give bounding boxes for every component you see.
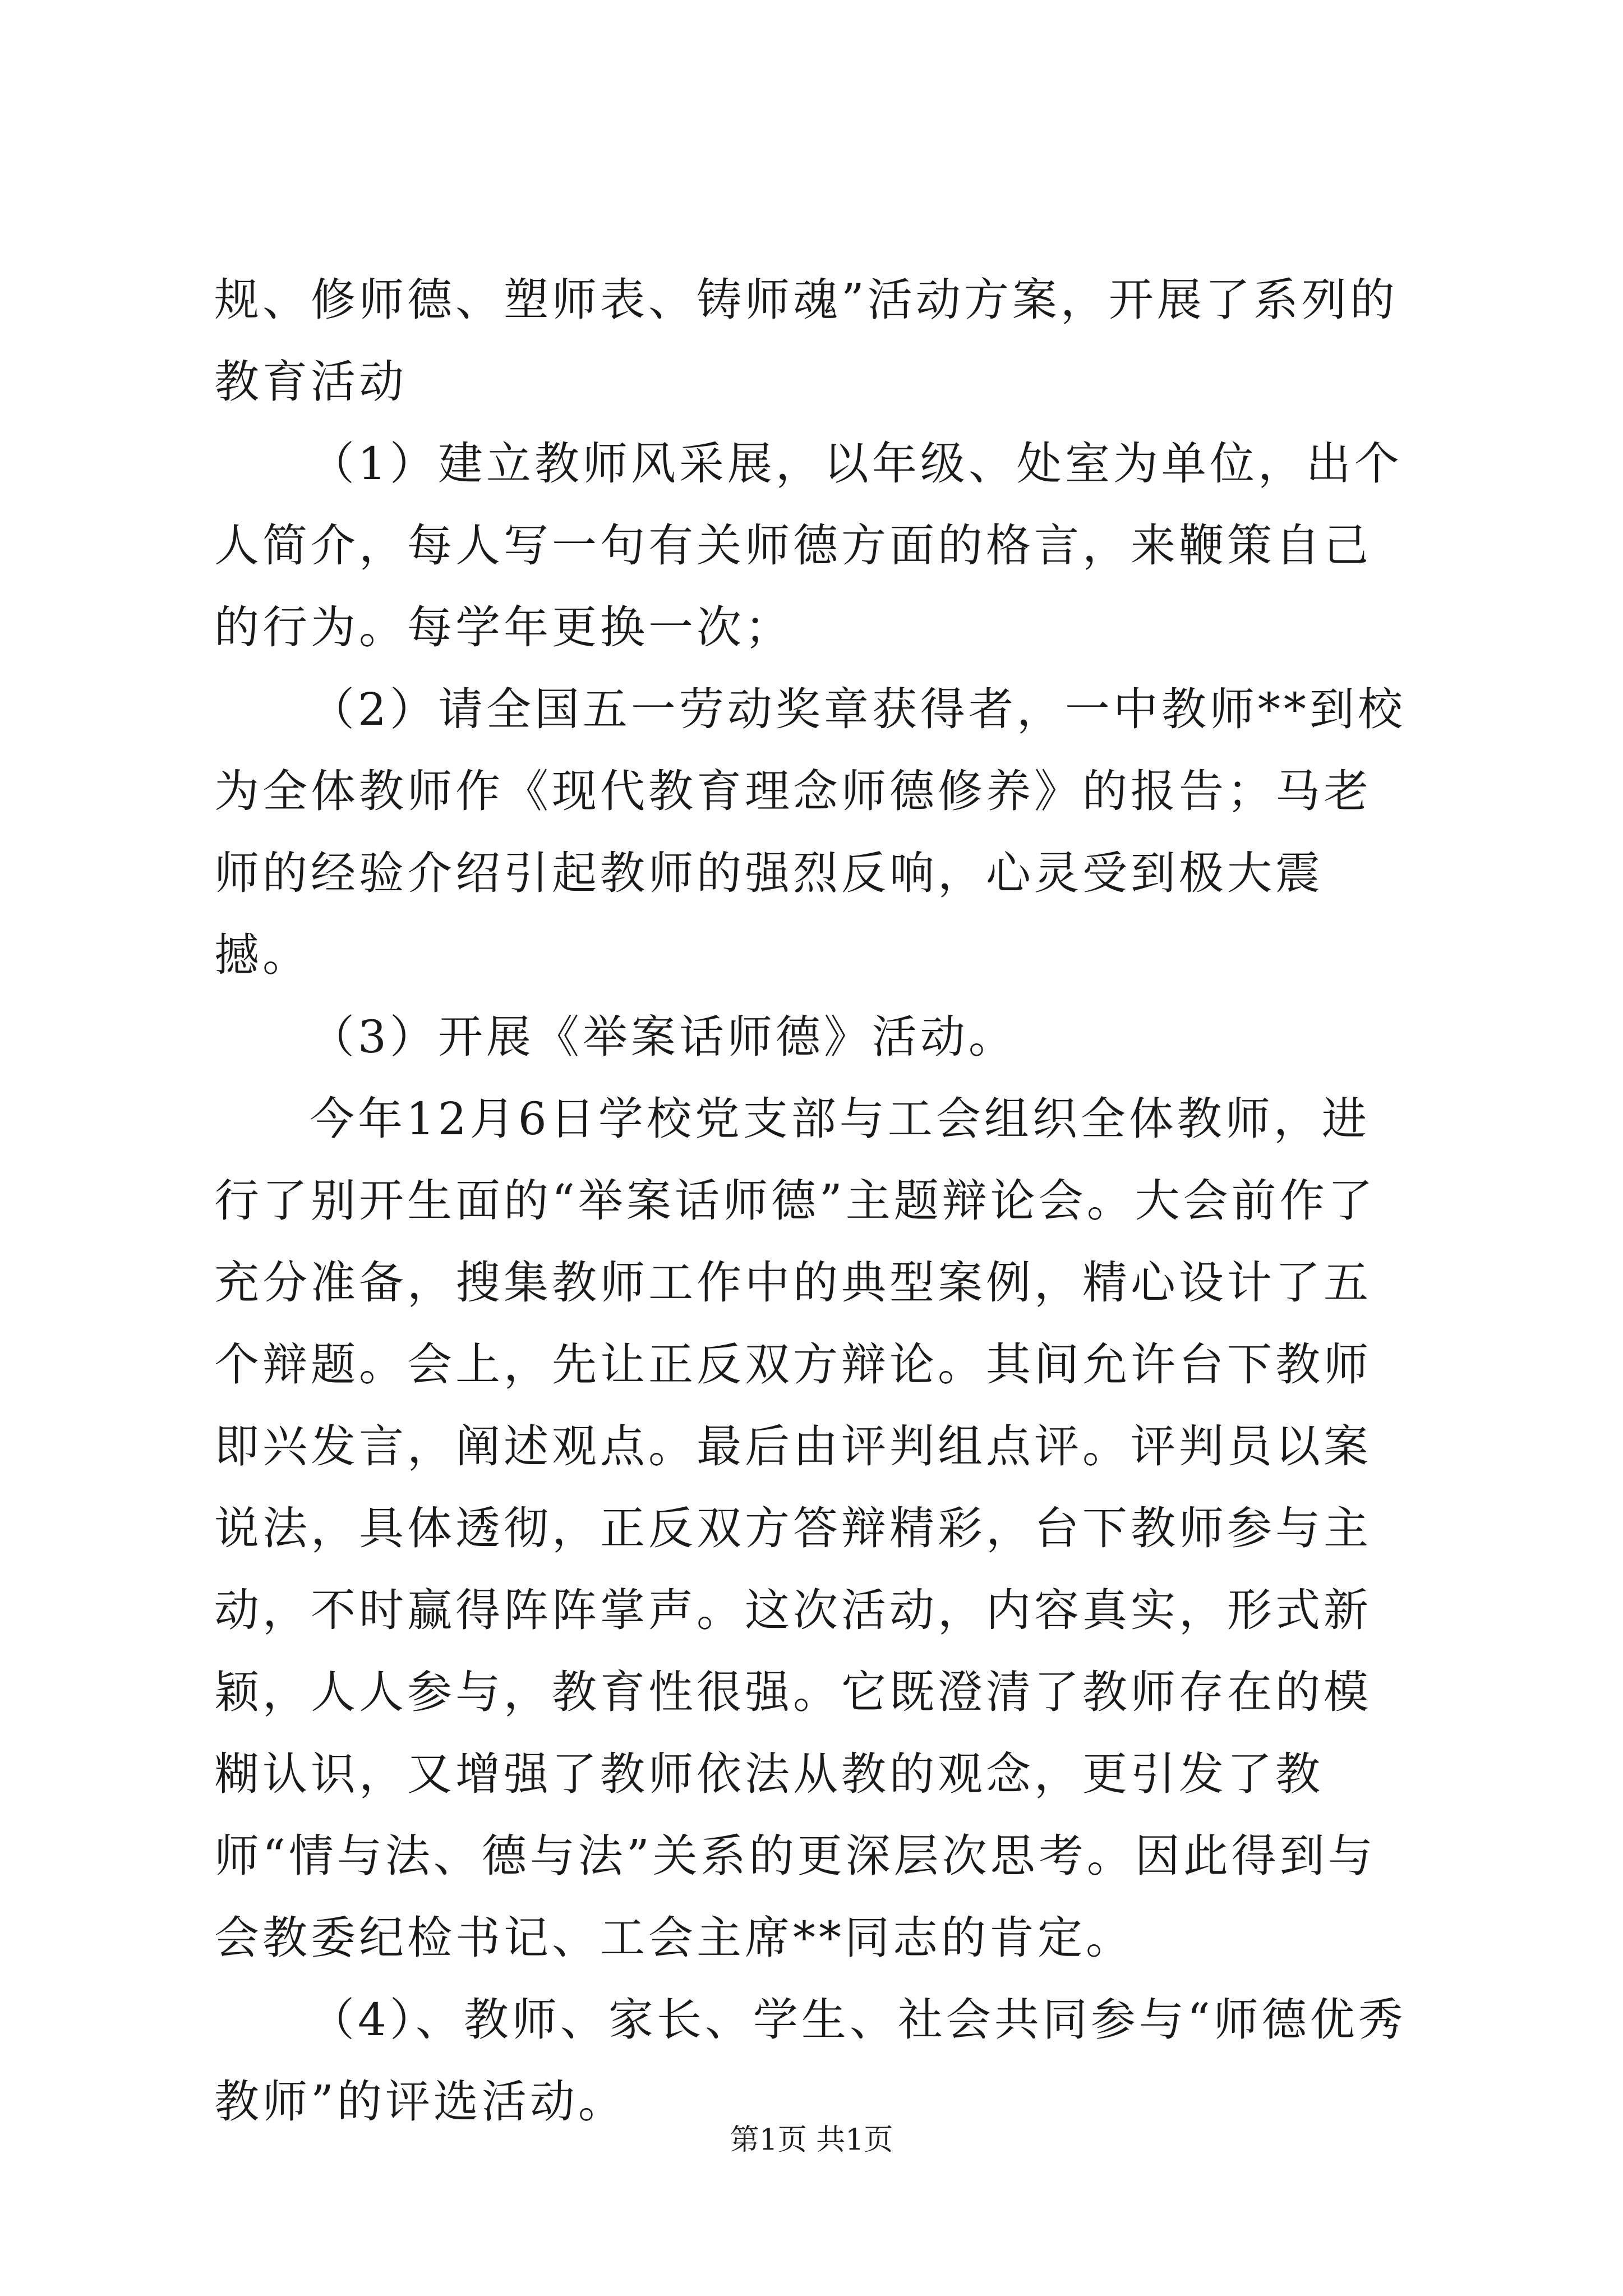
paragraph-debate-description: 今年12月6日学校党支部与工会组织全体教师，进行了别开生面的“举案话师德”主题辩论会。大会前作了充分准备，搜集教师工作中的典型案例，精心设计了五个辩题。会上，先让正反双方辩论。其间允许台下教师即兴发言，阐述观点。最后由评判组点评。评判员以案说法，具体透彻，正反双方答辩精彩，台下教师参与主动，不时赢得阵阵掌声。这次活动，内容真实，形式新颖，人人参与，教育性很强。它既澄清了教师存在的模糊认识，又增强了教师依法从教的观念，更引发了教师“情与法、德与法”关系的更深层次思考。因此得到与会教委纪检书记、工会主席**同志的肯定。: [214, 1093, 1376, 1964]
document-body: [214, 259, 1414, 2143]
page-footer: [0, 2120, 1623, 2160]
paragraph-item-3: （3）开展《举案话师德》活动。: [310, 1011, 1017, 1063]
paragraph-item-2: （2）请全国五一劳动奖章获得者，一中教师**到校为全体教师作《现代教育理念师德修养》的报告；马老师的经验介绍引起教师的强烈反响，心灵受到极大震撼。: [214, 683, 1406, 981]
page-number-label: 第1页 共1页: [730, 2123, 893, 2157]
paragraph-item-1: （1）建立教师风采展，以年级、处室为单位，出个人简介，每人写一句有关师德方面的格言，来鞭策自己的行为。每学年更换一次；: [214, 438, 1403, 654]
paragraph-intro-continuation: 规、修师德、塑师表、铸师魂”活动方案，开展了系列的教育活动: [214, 274, 1398, 408]
paragraph-item-4: （4）、教师、家长、学生、社会共同参与“师德优秀教师”的评选活动。: [214, 1994, 1407, 2128]
